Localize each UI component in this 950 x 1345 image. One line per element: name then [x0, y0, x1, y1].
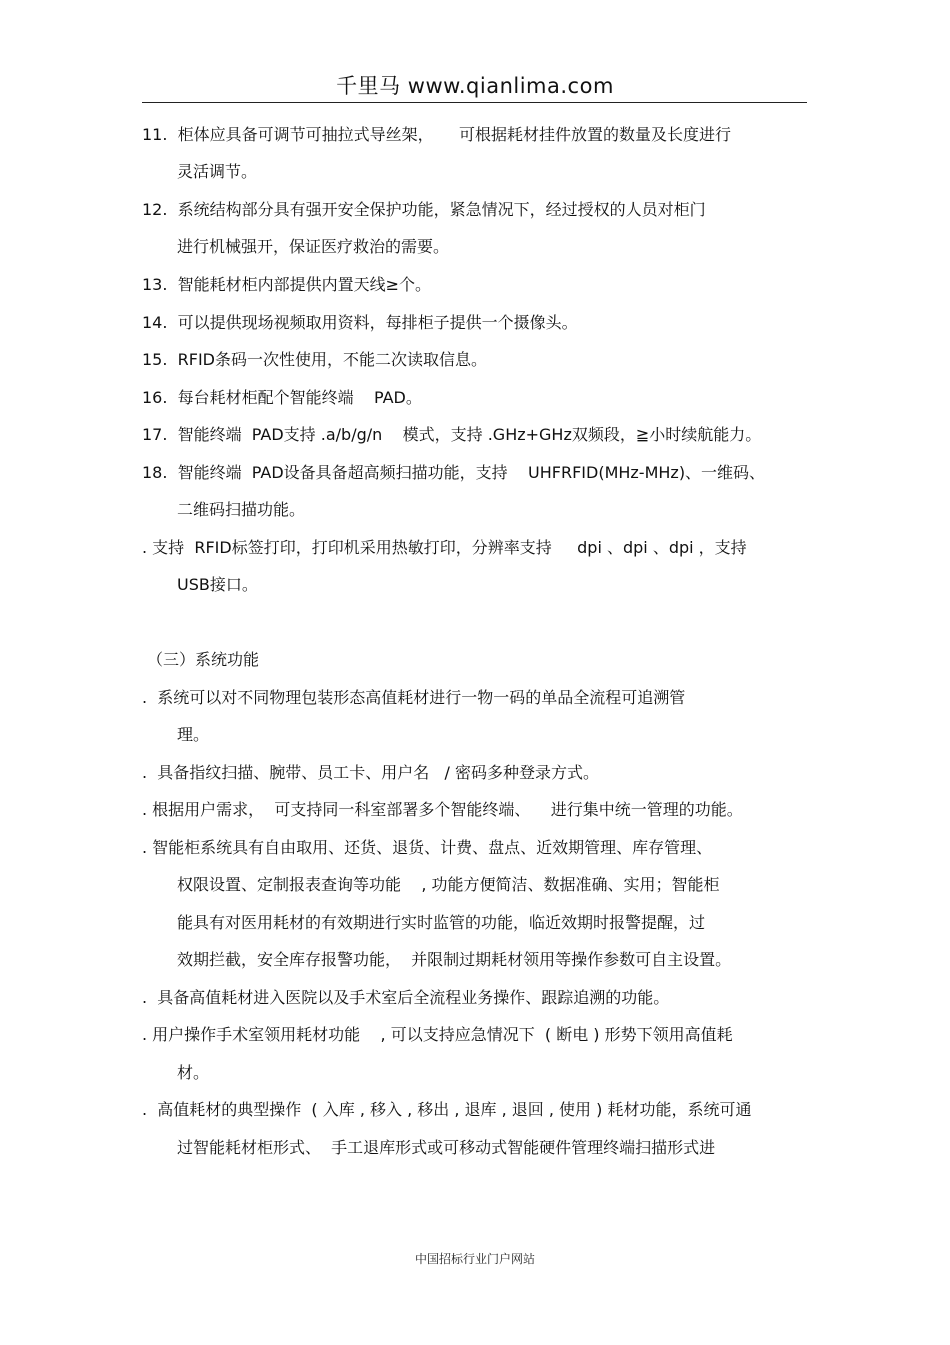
list-item-12-cont: 进行机械强开，保证医疗救治的需要。 [177, 237, 450, 256]
list-item-16: 16. 每台耗材柜配个智能终端 PAD。 [142, 388, 422, 407]
function-item-6: . 用户操作手术室领用耗材功能 , 可以支持应急情况下 ( 断电 ) 形势下领用高值耗 [142, 1025, 733, 1044]
function-item-7-cont: 过智能耗材柜形式、 手工退库形式或可移动式智能硬件管理终端扫描形式进 [177, 1138, 716, 1157]
list-item-18-cont: 二维码扫描功能。 [177, 500, 306, 519]
list-item-13: 13. 智能耗材柜内部提供内置天线≥个。 [142, 275, 432, 294]
function-item-7: . 高值耗材的典型操作 ( 入库 , 移入 , 移出 , 退库 , 退回 , 使用 ) 耗材功能，系统可通 [142, 1100, 752, 1119]
list-item-19-cont: USB接口。 [177, 575, 258, 594]
function-item-4-cont: 权限设置、定制报表查询等功能 , 功能方便简洁、数据准确、实用；智能柜 [177, 875, 720, 894]
list-item-11: 11. 柜体应具备可调节可抽拉式导丝架， 可根据耗材挂件放置的数量及长度进行 [142, 125, 732, 144]
function-item-4-cont: 能具有对医用耗材的有效期进行实时监管的功能，临近效期时报警提醒，过 [177, 913, 706, 932]
list-item-18: 18. 智能终端 PAD设备具备超高频扫描功能，支持 UHFRFID(MHz-MHz)、一维码、 [142, 463, 766, 482]
list-item-15: 15. RFID条码一次性使用，不能二次读取信息。 [142, 350, 487, 369]
function-item-2: . 具备指纹扫描、腕带、员工卡、用户名 / 密码多种登录方式。 [142, 763, 599, 782]
function-item-4: . 智能柜系统具有自由取用、还货、退货、计费、盘点、近效期管理、库存管理、 [142, 838, 713, 857]
section-heading: （三）系统功能 [147, 650, 260, 669]
function-item-4-cont: 效期拦截，安全库存报警功能， 并限制过期耗材领用等操作参数可自主设置。 [177, 950, 732, 969]
list-item-17: 17. 智能终端 PAD支持 .a/b/g/n 模式，支持 .GHz+GHz双频段，≧小时续航能力。 [142, 425, 762, 444]
list-item-11-cont: 灵活调节。 [177, 162, 258, 181]
list-item-14: 14. 可以提供现场视频取用资料，每排柜子提供一个摄像头。 [142, 313, 578, 332]
function-item-1: . 系统可以对不同物理包装形态高值耗材进行一物一码的单品全流程可追溯管 [142, 688, 686, 707]
list-item-12: 12. 系统结构部分具有强开安全保护功能，紧急情况下，经过授权的人员对柜门 [142, 200, 706, 219]
function-item-5: . 具备高值耗材进入医院以及手术室后全流程业务操作、跟踪追溯的功能。 [142, 988, 670, 1007]
header-divider [142, 102, 807, 103]
list-item-19: . 支持 RFID标签打印，打印机采用热敏打印，分辨率支持 dpi 、dpi 、dpi ，支持 [142, 538, 747, 557]
function-item-1-cont: 理。 [177, 725, 210, 744]
page-header-title: 千里马 www.qianlima.com [336, 74, 614, 98]
function-item-6-cont: 材。 [177, 1063, 210, 1082]
function-item-3: . 根据用户需求， 可支持同一科室部署多个智能终端、 进行集中统一管理的功能。 [142, 800, 743, 819]
page-footer: 中国招标行业门户网站 [414, 1252, 535, 1266]
